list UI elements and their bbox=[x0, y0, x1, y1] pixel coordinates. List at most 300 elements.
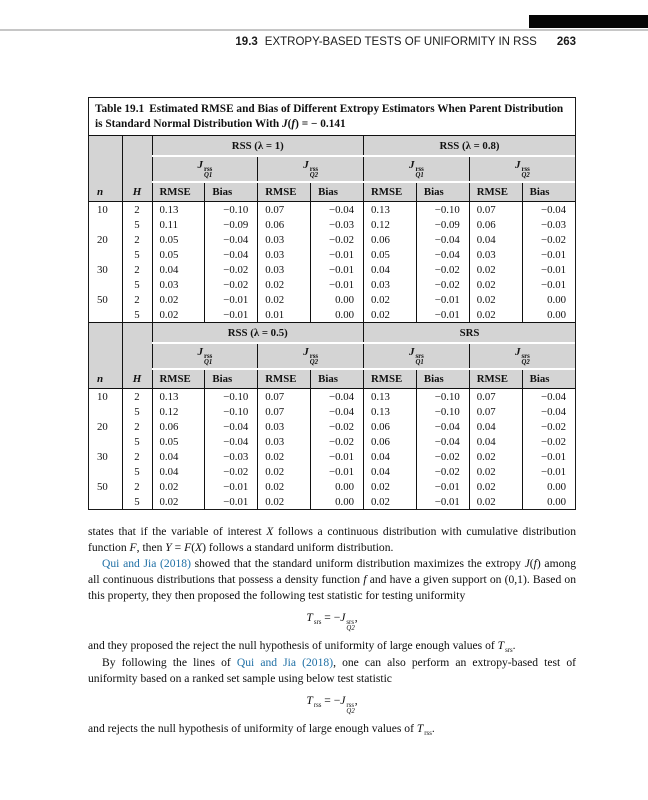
cell-n: 10 bbox=[97, 203, 108, 216]
cell-bias: −0.02 bbox=[522, 419, 575, 434]
table-row bbox=[89, 494, 575, 509]
math-variable: J bbox=[514, 345, 521, 358]
math-variable: J bbox=[197, 345, 203, 358]
cell-rmse: 0.07 bbox=[469, 202, 522, 218]
math-variable: J bbox=[408, 345, 415, 358]
cell-bias: 0.00 bbox=[311, 494, 364, 509]
cell-bias: −0.02 bbox=[311, 419, 364, 434]
math-symbol-T-srs bbox=[497, 639, 513, 655]
cell-bias: 0.00 bbox=[311, 292, 364, 307]
math-scripts: rss Q1 bbox=[415, 165, 424, 179]
cell-rmse: 0.13 bbox=[364, 202, 417, 218]
math-variable: J bbox=[197, 158, 203, 171]
header-row-groups bbox=[89, 323, 575, 344]
math-symbol-J-srs-Q1 bbox=[408, 345, 424, 366]
estimator-header bbox=[364, 156, 470, 182]
text-run: follows a continuous distribution with cumulative distribution function bbox=[88, 525, 576, 554]
cell-rmse: 0.03 bbox=[469, 247, 522, 262]
cell-bias: −0.01 bbox=[416, 479, 469, 494]
table-row bbox=[89, 419, 575, 434]
header-cell-h bbox=[122, 136, 152, 202]
cell-bias: −0.01 bbox=[522, 262, 575, 277]
cell-rmse: 0.04 bbox=[364, 262, 417, 277]
text-run: states that if the variable of interest bbox=[88, 525, 267, 538]
cell-bias: 0.00 bbox=[522, 479, 575, 494]
measure-header: Bias bbox=[205, 369, 258, 389]
cell-rmse: 0.12 bbox=[152, 404, 205, 419]
table-header bbox=[89, 136, 575, 202]
table-body bbox=[89, 389, 575, 510]
body-text bbox=[88, 524, 576, 737]
cell-bias: −0.04 bbox=[205, 247, 258, 262]
cell-rmse: 0.04 bbox=[152, 262, 205, 277]
measure-header: RMSE bbox=[364, 182, 417, 202]
cell-bias: 0.00 bbox=[522, 292, 575, 307]
cell-n bbox=[89, 217, 122, 232]
cell-rmse: 0.05 bbox=[152, 434, 205, 449]
math-scripts: srs Q1 bbox=[415, 352, 424, 366]
cell-bias: −0.02 bbox=[416, 464, 469, 479]
math-scripts: rss Q2 bbox=[309, 352, 319, 366]
measure-header: RMSE bbox=[469, 182, 522, 202]
math-scripts: srs Q2 bbox=[346, 619, 355, 633]
cell-rmse: 0.05 bbox=[364, 247, 417, 262]
text-run: ( bbox=[287, 118, 292, 130]
measure-header: Bias bbox=[522, 182, 575, 202]
cell-bias: −0.04 bbox=[416, 434, 469, 449]
cell-rmse: 0.04 bbox=[152, 449, 205, 464]
cell-rmse: 0.04 bbox=[364, 464, 417, 479]
cell-bias: −0.02 bbox=[205, 277, 258, 292]
math-symbol-J-rss-Q2 bbox=[514, 158, 530, 179]
text-run: f bbox=[363, 573, 367, 586]
table-row bbox=[89, 202, 575, 218]
cell-bias: −0.09 bbox=[205, 217, 258, 232]
cell-bias: −0.04 bbox=[416, 232, 469, 247]
cell-rmse: 0.06 bbox=[364, 434, 417, 449]
cell-rmse: 0.02 bbox=[258, 479, 311, 494]
measure-header: Bias bbox=[311, 182, 364, 202]
text-run: By following the lines of bbox=[102, 655, 237, 669]
cell-h: 5 bbox=[122, 307, 152, 322]
math-scripts: rss Q1 bbox=[203, 352, 213, 366]
col-label-h: H bbox=[132, 373, 142, 385]
cell-n: 20 bbox=[97, 233, 108, 246]
text-run: and have a given support on (0,1). Based on this property, they then proposed the following test statistic for testing uniformity bbox=[88, 573, 577, 602]
cell-h: 5 bbox=[122, 494, 152, 509]
cell-bias: −0.01 bbox=[416, 307, 469, 322]
cell-bias: −0.02 bbox=[416, 277, 469, 292]
cell-bias: −0.04 bbox=[522, 404, 575, 419]
cell-bias: −0.01 bbox=[416, 292, 469, 307]
cell-h: 5 bbox=[122, 464, 152, 479]
header-rule bbox=[0, 29, 648, 31]
cell-rmse: 0.11 bbox=[152, 217, 205, 232]
cell-rmse: 0.13 bbox=[364, 389, 417, 405]
text-run: ( bbox=[529, 557, 534, 570]
cell-rmse: 0.06 bbox=[364, 419, 417, 434]
cell-bias: −0.03 bbox=[205, 449, 258, 464]
cell-bias: −0.01 bbox=[311, 277, 364, 292]
col-label-h: H bbox=[132, 186, 142, 198]
group-header: SRS bbox=[364, 323, 576, 344]
estimator-header bbox=[152, 156, 258, 182]
cell-n: 50 bbox=[97, 293, 108, 306]
estimator-header bbox=[258, 156, 364, 182]
text-run: F bbox=[184, 541, 192, 554]
measure-header: Bias bbox=[416, 182, 469, 202]
cell-rmse: 0.02 bbox=[152, 307, 205, 322]
math-symbol-J-rss-Q1 bbox=[408, 158, 424, 179]
cell-bias: −0.02 bbox=[522, 434, 575, 449]
cell-bias: −0.01 bbox=[311, 262, 364, 277]
measure-header: RMSE bbox=[152, 369, 205, 389]
text-run: ( bbox=[191, 541, 196, 554]
citation-link[interactable]: Qui and Jia (2018) bbox=[236, 655, 334, 669]
cell-h: 2 bbox=[122, 232, 152, 247]
col-label-n: n bbox=[97, 186, 104, 198]
math-scripts: srs Q2 bbox=[521, 352, 530, 366]
math-variable: J bbox=[514, 158, 521, 171]
cell-rmse: 0.06 bbox=[152, 419, 205, 434]
cell-rmse: 0.02 bbox=[258, 494, 311, 509]
cell-n bbox=[89, 277, 122, 292]
math-symbol-T-rss bbox=[306, 694, 321, 707]
math-scripts: srs bbox=[313, 619, 322, 626]
cell-bias: −0.01 bbox=[311, 247, 364, 262]
cell-rmse: 0.02 bbox=[258, 449, 311, 464]
cell-rmse: 0.02 bbox=[469, 479, 522, 494]
table-row bbox=[89, 434, 575, 449]
formula-t-rss bbox=[88, 693, 576, 715]
cell-rmse: 0.04 bbox=[364, 449, 417, 464]
cell-bias: −0.01 bbox=[205, 307, 258, 322]
citation-link[interactable]: Qui and Jia (2018) bbox=[102, 557, 191, 570]
cell-h: 2 bbox=[122, 479, 152, 494]
cell-rmse: 0.07 bbox=[258, 389, 311, 405]
cell-n: 30 bbox=[97, 450, 108, 463]
header-row-estimators bbox=[89, 343, 575, 369]
cell-n bbox=[89, 464, 122, 479]
header-cell-n bbox=[89, 323, 122, 389]
measure-header: RMSE bbox=[152, 182, 205, 202]
cell-bias: 0.00 bbox=[522, 494, 575, 509]
cell-bias: −0.02 bbox=[522, 232, 575, 247]
cell-rmse: 0.04 bbox=[469, 419, 522, 434]
table-title bbox=[89, 98, 575, 135]
cell-bias: −0.04 bbox=[416, 419, 469, 434]
table-body bbox=[89, 202, 575, 323]
cell-bias: −0.10 bbox=[205, 389, 258, 405]
text-run: Estimated RMSE and Bias of Different Extropy Estimators When Parent Distribution is Standard Normal Distribution With bbox=[95, 103, 564, 130]
cell-h: 2 bbox=[122, 389, 152, 405]
estimator-header bbox=[258, 343, 364, 369]
cell-rmse: 0.12 bbox=[364, 217, 417, 232]
cell-rmse: 0.03 bbox=[258, 419, 311, 434]
cell-rmse: 0.03 bbox=[258, 262, 311, 277]
cell-rmse: 0.02 bbox=[258, 292, 311, 307]
table-block-rss-05-srs bbox=[89, 322, 575, 509]
measure-header: RMSE bbox=[258, 369, 311, 389]
header-row-groups bbox=[89, 136, 575, 157]
cell-rmse: 0.05 bbox=[152, 247, 205, 262]
table-row bbox=[89, 292, 575, 307]
cell-rmse: 0.06 bbox=[469, 217, 522, 232]
text-run: , then bbox=[136, 541, 166, 554]
cell-bias: 0.00 bbox=[311, 479, 364, 494]
group-header: RSS (λ = 0.5) bbox=[152, 323, 364, 344]
cell-rmse: 0.06 bbox=[364, 232, 417, 247]
cell-rmse: 0.02 bbox=[364, 292, 417, 307]
cell-bias: −0.01 bbox=[522, 464, 575, 479]
section-title: EXTROPY-BASED TESTS OF UNIFORMITY IN RSS bbox=[264, 36, 537, 48]
cell-bias: −0.02 bbox=[311, 434, 364, 449]
cell-bias: −0.01 bbox=[522, 277, 575, 292]
text-run: f bbox=[533, 557, 537, 570]
math-symbol-J-rss-Q2 bbox=[340, 693, 355, 715]
cell-n bbox=[89, 494, 122, 509]
text-run: and they proposed the reject the null hypothesis of uniformity of large enough values of bbox=[88, 639, 498, 653]
cell-rmse: 0.03 bbox=[364, 277, 417, 292]
cell-bias: −0.03 bbox=[522, 217, 575, 232]
cell-h: 2 bbox=[122, 202, 152, 218]
cell-n: 10 bbox=[97, 390, 108, 403]
measure-header: Bias bbox=[205, 182, 258, 202]
estimator-header bbox=[364, 343, 470, 369]
math-variable: J bbox=[340, 693, 346, 707]
estimator-header bbox=[152, 343, 258, 369]
paragraph-reject-rss bbox=[88, 721, 576, 737]
cell-rmse: 0.02 bbox=[152, 494, 205, 509]
math-symbol-J-srs-Q2 bbox=[340, 611, 355, 633]
math-variable: T bbox=[306, 611, 313, 624]
text-run: = − bbox=[321, 693, 341, 707]
cell-bias: −0.04 bbox=[205, 232, 258, 247]
table-row bbox=[89, 217, 575, 232]
cell-bias: −0.04 bbox=[205, 434, 258, 449]
cell-rmse: 0.06 bbox=[258, 217, 311, 232]
cell-h: 5 bbox=[122, 404, 152, 419]
cell-bias: −0.04 bbox=[311, 389, 364, 405]
cell-rmse: 0.04 bbox=[469, 434, 522, 449]
col-label-n: n bbox=[97, 373, 104, 385]
table-row bbox=[89, 307, 575, 322]
cell-bias: 0.00 bbox=[522, 307, 575, 322]
header-row-estimators bbox=[89, 156, 575, 182]
cell-bias: −0.10 bbox=[205, 404, 258, 419]
text-run: ) = − 0.141 bbox=[295, 118, 346, 130]
table-row bbox=[89, 464, 575, 479]
cell-n bbox=[89, 434, 122, 449]
math-scripts: rss Q1 bbox=[203, 165, 213, 179]
cell-rmse: 0.02 bbox=[469, 277, 522, 292]
cell-bias: −0.04 bbox=[311, 202, 364, 218]
cell-h: 2 bbox=[122, 449, 152, 464]
measure-header: RMSE bbox=[364, 369, 417, 389]
text-run: Y bbox=[165, 541, 172, 554]
cell-rmse: 0.07 bbox=[469, 389, 522, 405]
math-variable: J bbox=[303, 158, 309, 171]
math-symbol-J-rss-Q1 bbox=[197, 158, 213, 179]
cell-bias: −0.01 bbox=[416, 494, 469, 509]
cell-bias: −0.01 bbox=[205, 479, 258, 494]
math-variable: T bbox=[416, 722, 424, 736]
cell-bias: −0.01 bbox=[522, 449, 575, 464]
cell-rmse: 0.03 bbox=[258, 247, 311, 262]
cell-bias: −0.02 bbox=[311, 232, 364, 247]
text-run: . bbox=[431, 722, 435, 736]
cell-bias: −0.02 bbox=[205, 262, 258, 277]
cell-rmse: 0.02 bbox=[364, 494, 417, 509]
paragraph-continuation bbox=[88, 524, 576, 556]
text-run: showed that the standard uniform distribution maximizes the extropy bbox=[190, 557, 525, 570]
math-scripts: rss bbox=[313, 701, 322, 709]
cell-rmse: 0.13 bbox=[364, 404, 417, 419]
header-row-measures bbox=[89, 369, 575, 389]
cell-bias: −0.02 bbox=[205, 464, 258, 479]
text-run: Table 19.1 bbox=[95, 103, 145, 115]
math-scripts: rss Q2 bbox=[309, 165, 319, 179]
cell-bias: 0.00 bbox=[311, 307, 364, 322]
table-row bbox=[89, 389, 575, 405]
group-header: RSS (λ = 1) bbox=[152, 136, 364, 157]
cell-rmse: 0.13 bbox=[152, 389, 205, 405]
running-header bbox=[0, 36, 576, 48]
page-edge-black-bar bbox=[529, 15, 648, 28]
cell-bias: −0.01 bbox=[205, 292, 258, 307]
cell-bias: −0.02 bbox=[416, 449, 469, 464]
cell-n: 50 bbox=[97, 480, 108, 493]
cell-rmse: 0.07 bbox=[258, 202, 311, 218]
cell-rmse: 0.02 bbox=[469, 464, 522, 479]
cell-n: 20 bbox=[97, 420, 108, 433]
cell-rmse: 0.13 bbox=[152, 202, 205, 218]
cell-bias: −0.10 bbox=[205, 202, 258, 218]
table-row bbox=[89, 449, 575, 464]
text-run: J bbox=[281, 118, 288, 130]
text-run: . bbox=[512, 639, 516, 653]
cell-bias: −0.01 bbox=[311, 464, 364, 479]
cell-rmse: 0.07 bbox=[469, 404, 522, 419]
cell-rmse: 0.03 bbox=[258, 232, 311, 247]
cell-h: 5 bbox=[122, 217, 152, 232]
text-run: = bbox=[171, 541, 185, 554]
section-number: 19.3 bbox=[235, 36, 258, 48]
cell-bias: −0.01 bbox=[522, 247, 575, 262]
cell-bias: −0.04 bbox=[522, 202, 575, 218]
group-header: RSS (λ = 0.8) bbox=[364, 136, 576, 157]
cell-n bbox=[89, 247, 122, 262]
text-run: X bbox=[195, 541, 203, 554]
math-symbol-T-rss bbox=[416, 722, 432, 738]
formula-t-srs bbox=[88, 610, 576, 632]
cell-rmse: 0.02 bbox=[364, 307, 417, 322]
cell-rmse: 0.02 bbox=[152, 479, 205, 494]
text-run: , bbox=[354, 693, 358, 707]
estimator-header bbox=[469, 343, 575, 369]
header-row-measures bbox=[89, 182, 575, 202]
measure-header: Bias bbox=[416, 369, 469, 389]
cell-h: 2 bbox=[122, 262, 152, 277]
cell-bias: −0.01 bbox=[205, 494, 258, 509]
cell-n bbox=[89, 404, 122, 419]
cell-rmse: 0.02 bbox=[469, 449, 522, 464]
paragraph-reject-srs bbox=[88, 638, 576, 654]
cell-bias: −0.09 bbox=[416, 217, 469, 232]
math-symbol-T-srs bbox=[306, 611, 321, 624]
math-symbol-J-rss-Q2 bbox=[303, 345, 319, 366]
text-run: , bbox=[354, 611, 358, 624]
cell-bias: −0.03 bbox=[311, 217, 364, 232]
math-symbol-J-rss-Q2 bbox=[303, 158, 319, 179]
table-19-1 bbox=[88, 97, 576, 510]
cell-rmse: 0.01 bbox=[258, 307, 311, 322]
table-row bbox=[89, 404, 575, 419]
cell-rmse: 0.02 bbox=[469, 292, 522, 307]
cell-bias: −0.04 bbox=[311, 404, 364, 419]
cell-rmse: 0.03 bbox=[258, 434, 311, 449]
measure-header: RMSE bbox=[469, 369, 522, 389]
text-run: and rejects the null hypothesis of uniformity of large enough values of bbox=[88, 722, 417, 736]
estimator-header bbox=[469, 156, 575, 182]
math-scripts: rss Q2 bbox=[346, 701, 355, 715]
paragraph-qui-jia bbox=[88, 556, 576, 604]
math-variable: J bbox=[303, 345, 309, 358]
cell-bias: −0.10 bbox=[416, 202, 469, 218]
math-variable: T bbox=[497, 639, 505, 653]
paragraph-following-lines bbox=[88, 655, 576, 687]
measure-header: Bias bbox=[311, 369, 364, 389]
cell-rmse: 0.02 bbox=[258, 464, 311, 479]
cell-rmse: 0.02 bbox=[152, 292, 205, 307]
cell-bias: −0.01 bbox=[311, 449, 364, 464]
cell-bias: −0.02 bbox=[416, 262, 469, 277]
math-scripts: srs bbox=[505, 647, 513, 655]
cell-rmse: 0.03 bbox=[152, 277, 205, 292]
math-variable: T bbox=[306, 693, 313, 707]
table-row bbox=[89, 247, 575, 262]
cell-rmse: 0.05 bbox=[152, 232, 205, 247]
header-cell-n bbox=[89, 136, 122, 202]
text-run: F bbox=[129, 541, 137, 554]
text-run: X bbox=[266, 525, 274, 538]
text-run: = − bbox=[321, 611, 341, 624]
cell-rmse: 0.02 bbox=[258, 277, 311, 292]
math-scripts: rss bbox=[424, 730, 432, 738]
measure-header: Bias bbox=[522, 369, 575, 389]
text-run: ) follows a standard uniform distribution. bbox=[202, 541, 394, 554]
header-cell-h bbox=[122, 323, 152, 389]
table-row bbox=[89, 479, 575, 494]
cell-rmse: 0.04 bbox=[469, 232, 522, 247]
math-symbol-J-srs-Q2 bbox=[514, 345, 530, 366]
text-run: ) among all continuous distributions that possess a density function bbox=[88, 557, 576, 586]
cell-bias: −0.04 bbox=[522, 389, 575, 405]
cell-rmse: 0.04 bbox=[152, 464, 205, 479]
math-variable: J bbox=[340, 611, 346, 624]
cell-bias: −0.04 bbox=[416, 247, 469, 262]
cell-n: 30 bbox=[97, 263, 108, 276]
cell-rmse: 0.02 bbox=[469, 262, 522, 277]
cell-n bbox=[89, 307, 122, 322]
measure-header: RMSE bbox=[258, 182, 311, 202]
cell-h: 2 bbox=[122, 419, 152, 434]
cell-rmse: 0.07 bbox=[258, 404, 311, 419]
math-scripts: rss Q2 bbox=[521, 165, 530, 179]
table-row bbox=[89, 232, 575, 247]
table-row bbox=[89, 277, 575, 292]
cell-rmse: 0.02 bbox=[469, 307, 522, 322]
